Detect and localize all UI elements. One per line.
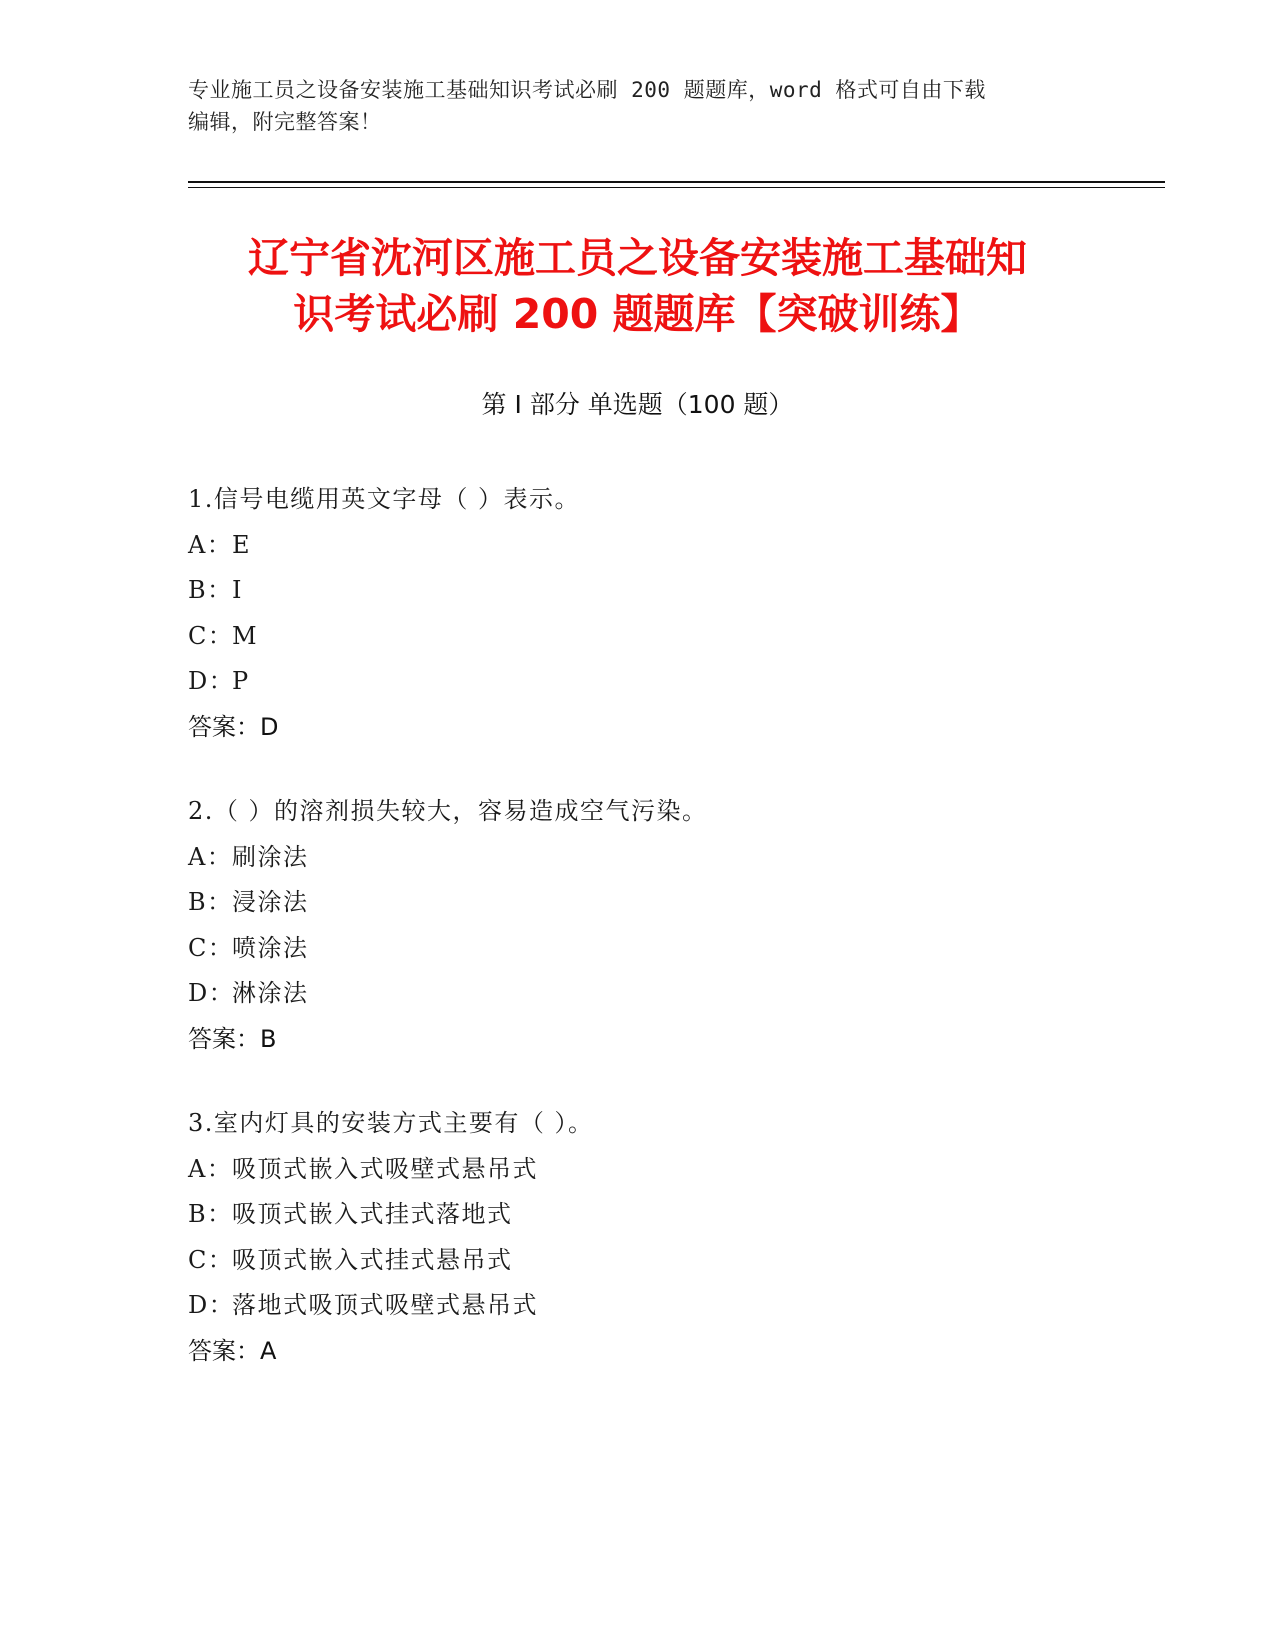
option-key: C： (188, 1245, 234, 1274)
question-2 (188, 789, 1148, 1062)
option-b (188, 1192, 1148, 1238)
option-text: E (232, 530, 252, 559)
header-divider-thin (188, 187, 1165, 188)
option-c (188, 614, 1148, 660)
section-title: 第 I 部分 单选题（100 题） (481, 390, 794, 419)
option-a (188, 835, 1148, 881)
header-note-line-2: 编辑，附完整答案！ (188, 110, 382, 134)
option-b (188, 880, 1148, 926)
header-note-line-1: 专业施工员之设备安装施工基础知识考试必刷 200 题题库，word 格式可自由下载 (188, 78, 986, 102)
option-key: D： (188, 667, 235, 695)
header-note (188, 74, 1088, 138)
option-a (188, 523, 1148, 569)
option-a (188, 1147, 1148, 1193)
answer-value: A (260, 1336, 277, 1365)
answer (188, 1017, 1148, 1063)
document-title (150, 230, 1125, 342)
answer-label: 答案： (188, 1024, 260, 1053)
option-key: A： (188, 842, 233, 871)
answer-label: 答案： (188, 1336, 260, 1365)
option-text: P (232, 667, 250, 695)
question-3 (188, 1101, 1148, 1374)
option-key: B： (188, 576, 233, 604)
answer (188, 1329, 1148, 1375)
answer-value: D (260, 712, 279, 741)
option-text: 吸顶式嵌入式挂式悬吊式 (232, 1245, 513, 1274)
option-key: C： (188, 621, 234, 650)
option-text: I (232, 576, 243, 604)
answer (188, 705, 1148, 751)
option-d (188, 1283, 1148, 1329)
option-key: D： (188, 1291, 235, 1319)
option-text: 喷涂法 (232, 933, 309, 962)
header-divider-thick (188, 181, 1165, 183)
option-key: B： (188, 888, 233, 916)
option-d (188, 659, 1148, 705)
question-stem: 2.（ ）的溶剂损失较大，容易造成空气污染。 (188, 797, 708, 825)
option-text: 落地式吸顶式吸壁式悬吊式 (232, 1291, 538, 1319)
option-key: B： (188, 1200, 233, 1228)
question-1 (188, 477, 1148, 750)
option-c (188, 1238, 1148, 1284)
answer-value: B (260, 1024, 277, 1053)
question-stem: 1.信号电缆用英文字母（ ）表示。 (188, 485, 581, 513)
option-key: D： (188, 979, 235, 1007)
option-key: A： (188, 530, 233, 559)
answer-label: 答案： (188, 712, 260, 741)
option-text: 刷涂法 (232, 842, 309, 871)
option-text: M (232, 621, 259, 650)
option-text: 吸顶式嵌入式挂式落地式 (232, 1200, 513, 1228)
question-stem: 3.室内灯具的安装方式主要有（ ）。 (188, 1109, 594, 1137)
question-list (188, 477, 1148, 1413)
option-c (188, 926, 1148, 972)
option-text: 浸涂法 (232, 888, 309, 916)
option-key: A： (188, 1154, 233, 1183)
document-title-line-1: 辽宁省沈河区施工员之设备安装施工基础知 (248, 234, 1027, 282)
option-b (188, 568, 1148, 614)
option-key: C： (188, 933, 234, 962)
option-text: 吸顶式嵌入式吸壁式悬吊式 (232, 1154, 538, 1183)
option-text: 淋涂法 (232, 979, 309, 1007)
document-title-line-2: 识考试必刷 200 题题库【突破训练】 (293, 290, 982, 338)
option-d (188, 971, 1148, 1017)
